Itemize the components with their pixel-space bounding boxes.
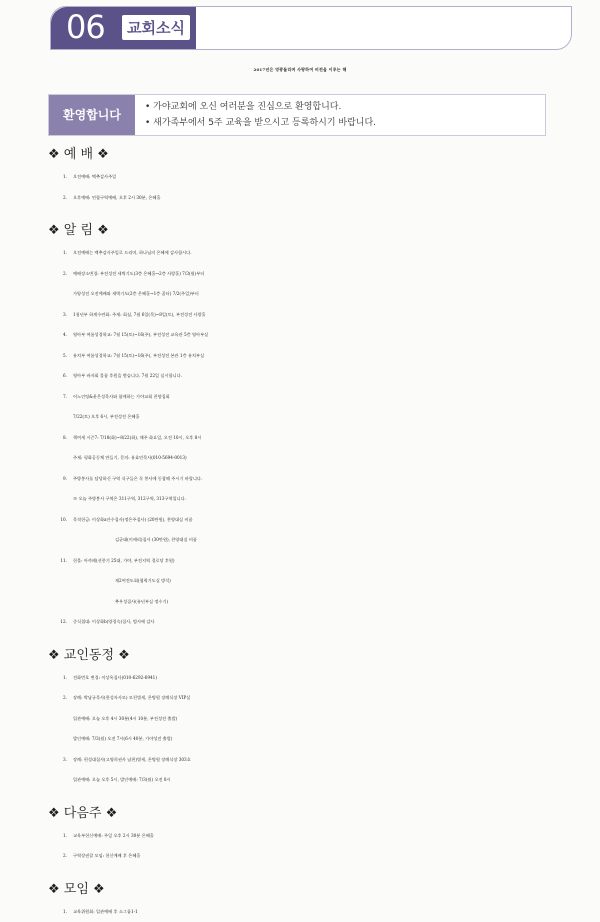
section-members — [48, 644, 568, 791]
section-worship — [48, 143, 568, 208]
list-item: 1. 오전예배: 맥추감사주일 — [48, 167, 568, 188]
list-item: 1. 교육부헌신예배: 주일 오후 2시 30분 은혜홀 — [48, 826, 568, 847]
list-item: 4. 영아부 여름성경학교: 7월 15(토)~16(주), 부전성전 교육관 5층 영아부실 — [48, 325, 568, 346]
list-item-continuation: 7/22(토) 오후 6시, 부전성전 은혜홀 — [48, 407, 568, 428]
welcome-lines — [145, 99, 376, 131]
section-meetings — [48, 878, 568, 922]
list-item: 11. 헌물: 아까페(선풍기 25대, 가야, 부전지역 경로당 후원) — [48, 551, 568, 572]
section-next-week — [48, 802, 568, 867]
list-item-continuation: 입관예배: 오늘 오후 5시, 발인예배: 7/3(월) 오전 8시 — [48, 770, 568, 791]
list-item-continuation: 주제: 평화공동체 만들기, 문의: 유효민목사(010-5694-0013) — [48, 448, 568, 469]
list-item: 1. 오전예배는 맥추감사주일로 드리며, 하나님의 은혜에 감사합시다. — [48, 243, 568, 264]
list-item: 7. 어노인팅&윤은성목사와 함께하는 가야교회 찬양집회 — [48, 387, 568, 408]
list-item: 2. 오후예배: 연합구역예배, 오후 2시 30분, 은혜홀 — [48, 188, 568, 209]
list-item-continuation: 발인예배: 7/3(월) 오전 7시(6시 40분, 가야성전 출발) — [48, 729, 568, 750]
list-item-continuation: 가양성전 오전예배와 새벽기도(2층 은혜홀→1층 꿈터) 7/2(주일)부터 — [48, 284, 568, 305]
list-item-continuation: 제2여전도회(협력기도실 방석) — [48, 571, 568, 592]
section-heading: ❖ 교인동정 ❖ — [48, 644, 568, 668]
section-heading: ❖ 다음주 ❖ — [48, 802, 568, 826]
list-item-continuation: 입관예배: 오늘 오후 4시 30분(4시 10분, 부전성전 출발) — [48, 709, 568, 730]
list-item: 10. 목적헌금: 이상화a안수집사(정은주집사) (20만원), 찬양대실 비품 — [48, 510, 568, 531]
list-item: 1. 전화번호 변경: 이상옥집사(010-6292-6941) — [48, 668, 568, 689]
list-item: 9. 주방봉사를 담당하신 구역 식구들은 꼭 봉사에 동참해 주시기 바랍니다. — [48, 469, 568, 490]
list-item: 1. 교육위원회: 입관예배 후 소그룹1-1 — [48, 902, 568, 922]
welcome-box — [48, 94, 546, 136]
section-notice — [48, 219, 568, 633]
list-item: 2. 구역장권찰 모임: 헌신예배 후 은혜홀 — [48, 846, 568, 867]
list-item: 3. 1청년부 하계수련회: 주제: 회심, 7월 6일(목)~8일(토), 부전성전 사랑홀 — [48, 305, 568, 326]
section-number: 06 — [66, 8, 105, 46]
section-title: 교회소식 — [122, 15, 190, 40]
list-item-continuation: 추우성집사(유년부실 정수기) — [48, 592, 568, 613]
section-heading: ❖ 알 림 ❖ — [48, 219, 568, 243]
welcome-label: 환영합니다 — [49, 95, 135, 135]
list-item: 2. 예배장소변경: 부전성전 새벽기도(3층 은혜홀→2층 사랑홀) 7/3(월)부터 — [48, 264, 568, 285]
list-item-continuation: 김균태(이애리)집사 (30만원), 찬양대실 비품 — [48, 530, 568, 551]
list-item-continuation: ※ 오늘 주방봉사 구역은 311구역, 312구역, 313구역입니다. — [48, 489, 568, 510]
list-item: 8. 책여세 시즌7: 7/18(화)~8/22(화), 매주 화요일, 오전 10시, 오후 8시 — [48, 428, 568, 449]
list-item: 6. 영아부 바자회 물품 후원을 받습니다. 7월 22일 실시합니다. — [48, 366, 568, 387]
bulletin-content — [48, 143, 568, 922]
page-subtitle: 2017년은 영광돌리며 사랑하여 비전을 이루는 해 — [0, 67, 600, 73]
list-item: 12. 중식접대: 이상화b(양경숙)집사, 범사에 감사 — [48, 612, 568, 633]
section-heading: ❖ 모임 ❖ — [48, 878, 568, 902]
section-heading: ❖ 예 배 ❖ — [48, 143, 568, 167]
list-item: 5. 유치부 여름성경학교: 7월 15(토)~16(주), 부전성전 본관 1층 유치부실 — [48, 346, 568, 367]
section-header — [50, 6, 572, 50]
welcome-line: • 새가족부에서 5주 교육을 받으시고 등록하시기 바랍니다. — [145, 115, 376, 131]
welcome-line: • 가야교회에 오신 여러분을 진심으로 환영합니다. — [145, 99, 376, 115]
list-item: 3. 장례: 편성대집사(고영희권사 남편)별세, 온병원 장례식장 303호 — [48, 750, 568, 771]
list-item: 2. 장례: 박남규목사(한성자사모) 모친별세, 온병원 장례식장 VIP실 — [48, 688, 568, 709]
